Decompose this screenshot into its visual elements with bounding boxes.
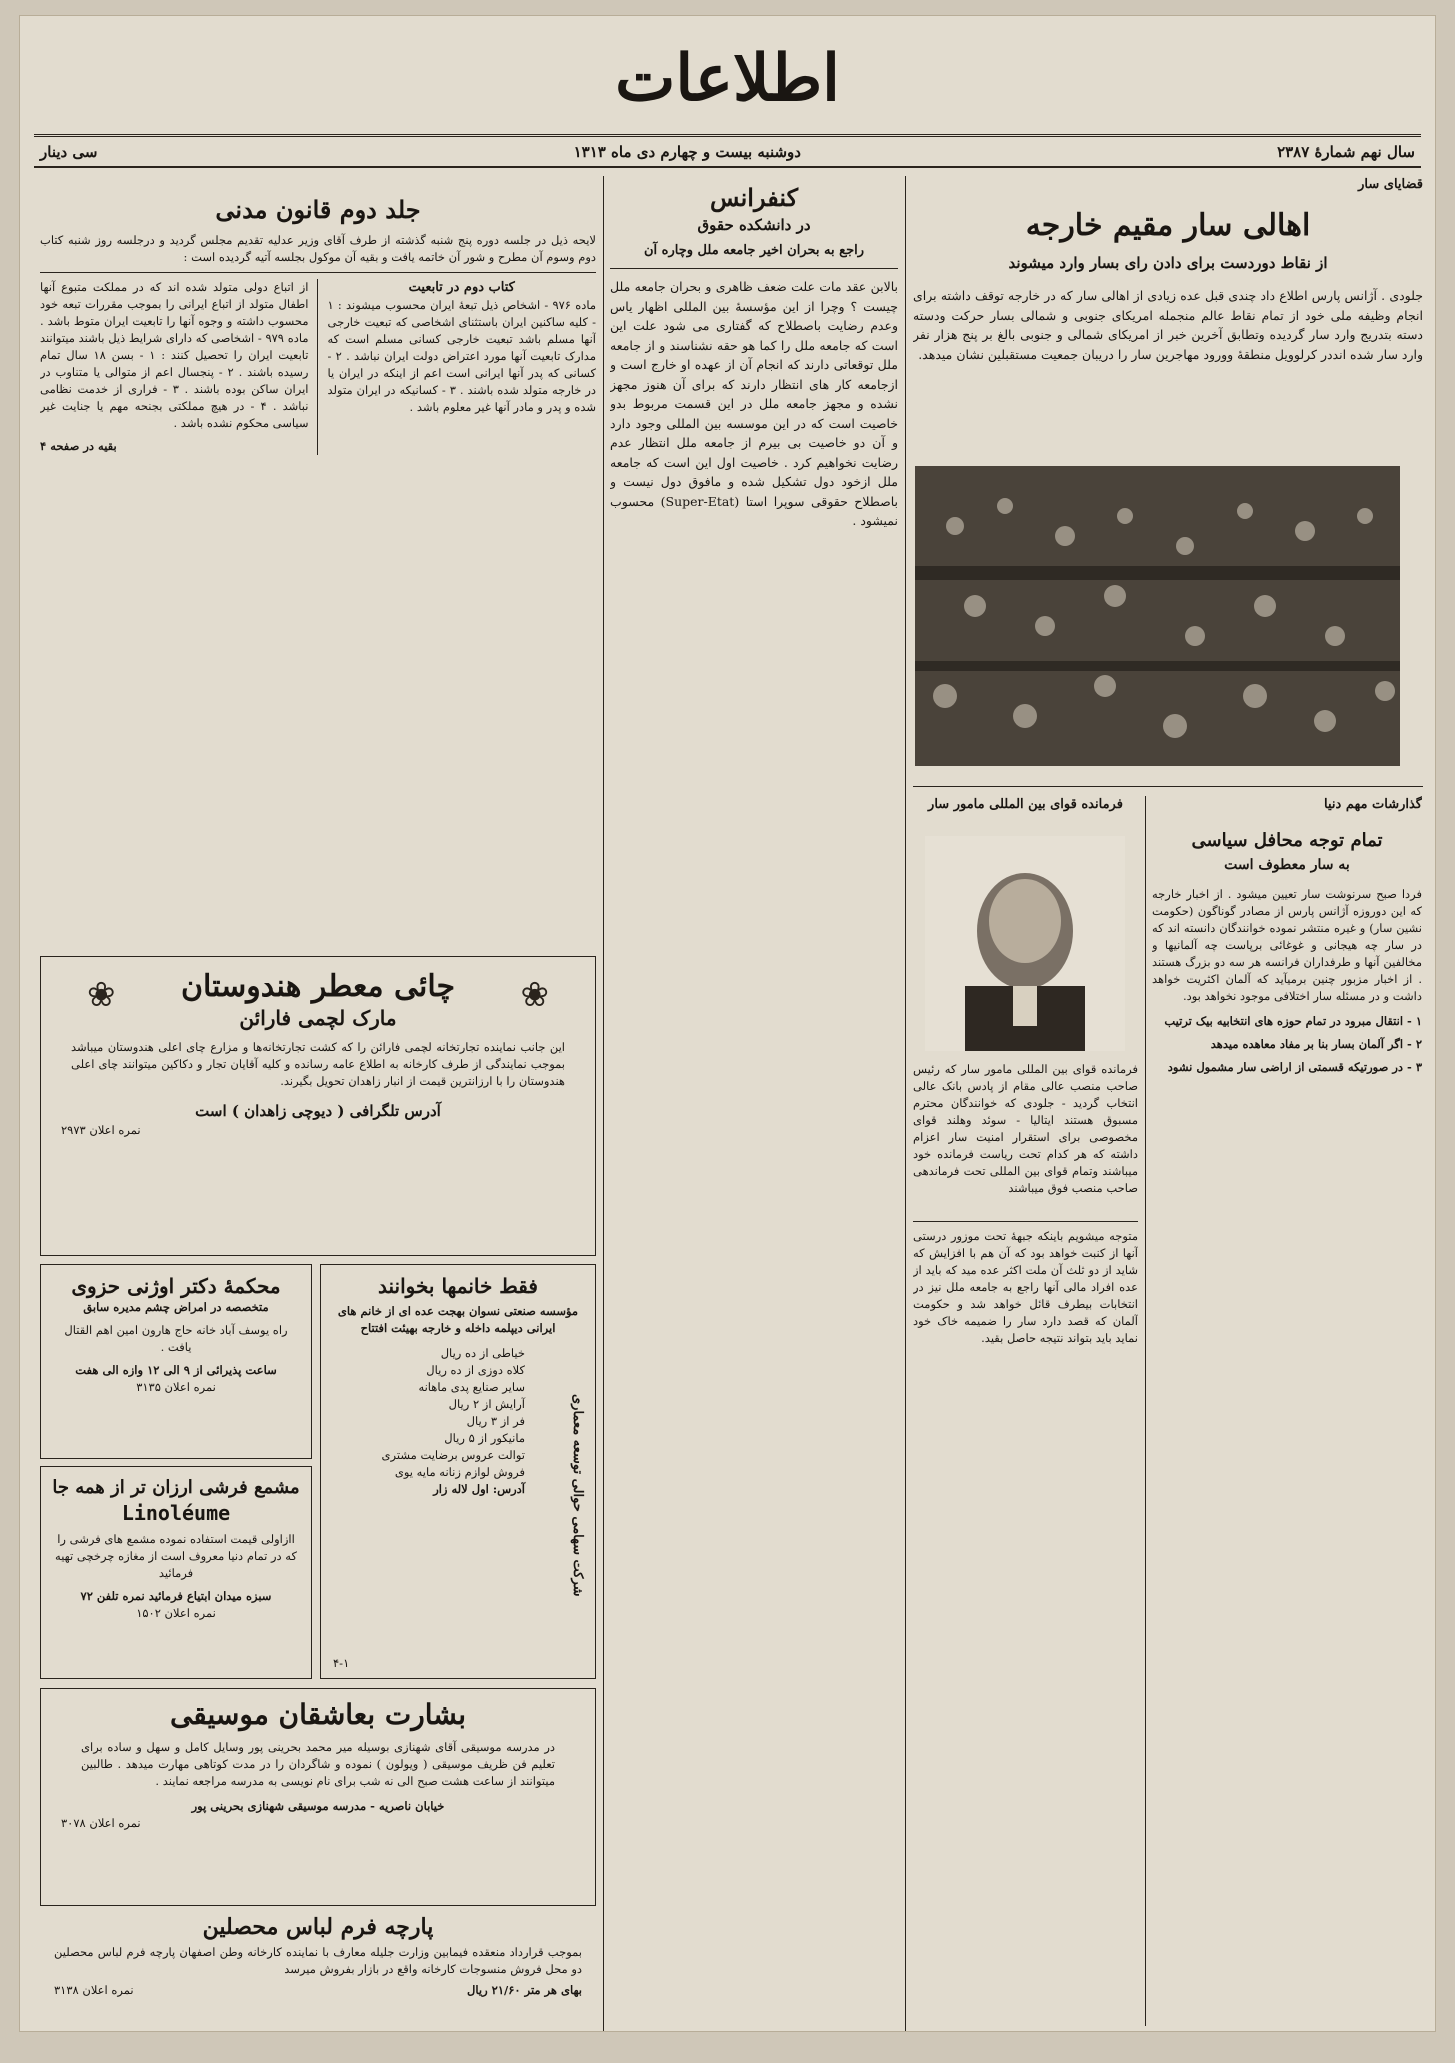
- saar-body: جلودی . آژانس پارس اطلاع داد چندی قبل عده زیادی از اهالی سار که در خارجه توقف داشته برای انجام وظیفه ملی خود از تمام نقاط عالم منجمله امریکای جنوبی و شمالی بسار حرکت ودسته دسته بتدریج وارد سار گردیده وتطابق آخرین خبر از امریکای شمالی و جنوبی بالغ بر پنج هزار نفر وارد سار شده انددر کرلوویل منطقهٔ وورود مهاجرین سار را دریبان جمعیت مستقبلین نشان میدهد.: [913, 288, 1423, 362]
- crowd-photo-icon: [915, 466, 1400, 766]
- column-rule: [905, 176, 906, 2031]
- linoleum-ad-headline: مشمع فرشی ارزان تر از همه جا: [52, 1477, 300, 1498]
- sewing-ad-item: خیاطی از ده ریال: [440, 1346, 525, 1360]
- uniform-ad-body: بموجب قرارداد منعقده فیمابین وزارت جلیله معارف با نماینده کارخانه وطن اصفهان پارچه فرم لباس محصلین دو محل فروش منسوجات کارخانه واقع در بازار بفروش میرسد: [54, 1945, 582, 1976]
- portrait-photo-icon: [925, 836, 1125, 1051]
- music-advertisement: [40, 1688, 596, 1906]
- sewing-ad-item: مانیکور از ۵ ریال: [444, 1431, 525, 1445]
- world-kicker: گذارشات مهم دنیا: [1324, 797, 1422, 812]
- sewing-ad-item: کلاه دوزی از ده ریال: [426, 1363, 525, 1377]
- clinic-ad-body: راه یوسف آباد خانه حاج هارون امین اهم القتال یافت .: [64, 1323, 288, 1354]
- world-article: [1152, 796, 1422, 2026]
- linoleum-ad-address: سبزه میدان ابتیاع فرمائید نمره تلفن ۷۲: [80, 1589, 272, 1603]
- linoleum-ad-number: نمره اعلان ۱۵۰۲: [136, 1606, 216, 1620]
- conference-headline: کنفرانس: [710, 183, 798, 212]
- uniform-ad-number: نمره اعلان ۳۱۳۸: [54, 1983, 134, 1997]
- linoleum-ad-body: اازاولی قیمت استفاده نموده مشمع های فرشی را که در تمام دنیا معروف است از مغازه چرخچی تهیه فرمائید: [55, 1532, 297, 1580]
- sewing-ad-item: فروش لوازم زنانه مایه یوی: [394, 1465, 525, 1479]
- world-point: ۲ - اگر آلمان بسار بنا بر مفاد معاهده میدهد: [1210, 1037, 1422, 1051]
- conference-article: [610, 176, 898, 2026]
- conference-body: بالابن عقد مات علت ضعف ظاهری و بحران جامعه ملل چیست ؟ وچرا از این مؤسسهٔ بین المللی اظهار یاس وعدم رضایت باصطلاح که گفتاری می شود علت این است که جامعه ملل را کما هو حقه نشناسند و از جامعه ملل توقعاتی دارند که انجام آن از عهده او خارج است و ازجامعه کار های انتظار دارند که برای آن هنوز مجهز نشده و مجهز جامعه ملل در این قسمت مربوط بدو خاصیت است که در این موسسه بین المللی وجود دارد و آن دو خاصیت بی بیرم از جامعه ملل انتظار عدم رضایت نخواهیم کرد . خاصیت اول این است که جامعه ملل ازخود دول تشکیل شده و مافوق دول نیست و باصطلاح حقوقی سوپرا استا (Super-Etat) محسوب نمیشود .: [610, 279, 898, 528]
- sewing-ad-side-text: شرکت سهامی حوالی توسعه معماری: [570, 1393, 585, 1597]
- music-ad-body: در مدرسه موسیقی آقای شهنازی بوسیله میر محمد بحرینی پور وسایل کامل و سهل و ساده برای تعلیم فن ظریف موسیقی ( ویولون ) نموده و شاگردان را در مدت کوتاهی مهارت میدهد . طالبین میتوانند از ساعت هشت صبح الی نه شب برای نام نویسی به مدرسه مراجعه نمایند .: [81, 1740, 555, 1788]
- uniform-ad-price: بهای هر متر ۲۱/۶۰ ریال: [467, 1983, 582, 1997]
- clinic-ad-number: نمره اعلان ۳۱۳۵: [136, 1380, 216, 1394]
- music-ad-number: نمره اعلان ۳۰۷۸: [61, 1816, 141, 1830]
- masthead-title: اطلاعات: [615, 41, 840, 116]
- conference-subhead: در دانشکده حقوق: [697, 216, 811, 234]
- linoleum-ad-brand: Linoléume: [121, 1501, 231, 1525]
- clinic-ad-headline: محکمهٔ دکتر اوژنی حزوی: [71, 1274, 281, 1298]
- tea-ad-headline: چائی معطر هندوستان: [180, 969, 456, 1004]
- saar-kicker: قضایای سار: [1358, 177, 1423, 192]
- conference-kicker: راجع به بحران اخیر جامعه ملل وچاره آن: [643, 243, 865, 258]
- sewing-ad-item: آدرس: اول لاله زار: [433, 1482, 525, 1496]
- flower-ornament-icon: ❀: [87, 975, 116, 1015]
- sewing-ad-number: ۴-۱: [333, 1656, 350, 1670]
- tea-ad-body: این جانب نماینده تجارتخانه لچمی فارائن را که کشت تجارتخانه‌ها و مزارع چای اعلی هندوستان میباشد بموجب نمایندگی از طرف کارخانه به اطلاع عامه رسانده و کلیه آقایان تجار و دکاکین میتوانند چای اعلی هندوستان را با ارزانترین قیمت از انبار زاهدان تحویل بگیرند.: [71, 1040, 565, 1088]
- issue-price: سی دینار: [40, 142, 98, 161]
- tea-ad-subhead: مارک لچمی فارائن: [239, 1006, 397, 1030]
- sewing-ad-item: فر از ۳ ریال: [466, 1414, 525, 1428]
- issue-number: سال نهم شمارهٔ ۲۳۸۷: [1277, 142, 1415, 161]
- issue-date: دوشنبه بیست و چهارم دی ماه ۱۳۱۳: [573, 142, 801, 161]
- civil-code-footer: بقیه در صفحه ۴: [40, 439, 117, 453]
- sewing-ad-subhead: مؤسسه صنعتی نسوان بهجت عده ای از خانم های ایرانی دیپلمه داخله و خارجه بهیئت افتتاح: [337, 1304, 579, 1335]
- tea-advertisement: [40, 956, 596, 1256]
- tea-ad-address: آدرس تلگرافی ( دیوچی زاهدان ) است: [195, 1102, 441, 1120]
- music-ad-headline: بشارت بعاشقان موسیقی: [169, 1698, 467, 1731]
- commander-caption: فرمانده قوای بین المللی مامور سار که رئیس صاحب منصب عالی مقام از پادس بانک عالی انتخاب گردید - جلودی که خوانندگان محترم مسبوق هستند ایتالیا - سوئد وهلند قوای مخصوصی برای استقرار امنیت سار اعزام داشته که هر کدام تحت ریاست فرمانده خود میباشند وتمام قوای بین المللی تحت فرماندهی صاحب منصب فوق میباشند: [913, 1062, 1138, 1195]
- saar-headline: اهالی سار مقیم خارجه: [1025, 208, 1311, 243]
- world-point: ۱ - انتقال مبرود در تمام حوزه های انتخابیه بیک ترتیب: [1164, 1014, 1422, 1028]
- world-point: ۳ - در صورتیکه قسمتی از اراضی سار مشمول نشود: [1167, 1060, 1422, 1074]
- music-ad-address: خیابان ناصریه - مدرسه موسیقی شهنازی بحرینی پور: [191, 1799, 445, 1813]
- clinic-advertisement: [40, 1264, 312, 1459]
- civil-code-intro: لایحه ذیل در جلسه دوره پنج شنبه گذشته از طرف آقای وزیر عدلیه تقدیم مجلس گردید و درجلسه روز شنبه کتاب دوم وسوم آن مطرح و شور آن خاتمه یافت و بقیه آن موکول بجلسه آتیه گردیده است :: [40, 233, 596, 264]
- commander-headline: فرمانده قوای بین المللی مامور سار: [928, 797, 1123, 812]
- dateline: [34, 134, 1421, 168]
- column-rule: [603, 176, 604, 2031]
- sewing-ad-item: سایر صنایع پدی ماهانه: [418, 1380, 525, 1394]
- sewing-ad-headline: فقط خانمها بخوانند: [378, 1274, 538, 1298]
- civil-code-headline: جلد دوم قانون مدنی: [215, 195, 421, 224]
- clinic-ad-subhead: متخصصه در امراض چشم مدیره سابق: [83, 1300, 269, 1314]
- sewing-ad-item: آرایش از ۲ ریال: [448, 1397, 525, 1411]
- newspaper-page: [20, 16, 1435, 2031]
- civil-code-right-text: ماده ۹۷۶ - اشخاص ذیل تبعهٔ ایران محسوب میشوند : ۱ - کلیه ساکنین ایران باستثنای اشخاصی که تبعیت خارجی آنها مسلم باشد تبعیت خارجی کسانی مسلم است که مدارک تابعیت آنها مورد اعتراض دولت ایران نباشد . ۲ - کسانی که پدر آنها ایرانی است اعم از اینکه در ایران یا در خارجه متولد شده باشند . ۳ - کسانیکه در ایران متولد شده و پدر و مادر آنها غیر معلوم باشد .: [327, 298, 596, 414]
- uniform-ad-headline: پارچه فرم لباس محصلین: [202, 1914, 434, 1940]
- civil-code-book-title: کتاب دوم در تابعیت: [408, 280, 515, 295]
- flower-ornament-icon: ❀: [520, 975, 549, 1015]
- saar-subhead: از نقاط دوردست برای دادن رای بسار وارد میشوند: [1008, 254, 1328, 272]
- civil-code-left-text: از اتباع دولی متولد شده اند که در مملکت متبوع آنها اطفال متولد از اتباع ایرانی را بموجب مقررات تبعه خود محسوب داشته و وجوه آنها را تابعیت ایران متوط باشد . ماده ۹۷۹ - اشخاصی که دارای شرایط ذیل باشند میتوانند تابعیت ایران را تحصیل کنند : ۱ - بسن ۱۸ سال تمام رسیده باشند . ۲ - پنجسال اعم از متوالی یا متناوب در ایران ساکن بوده باشند . ۳ - فراری از خدمت نظامی نباشد . ۴ - در هیچ مملکتی بجنحه مهم یا جنایت غیر سیاسی محکوم نشده باشد .: [40, 280, 309, 430]
- masthead: [20, 34, 1435, 124]
- civil-code-article: [40, 176, 596, 956]
- tea-ad-number: نمره اعلان ۲۹۷۳: [61, 1123, 141, 1137]
- sewing-advertisement: [320, 1264, 596, 1679]
- commander-body: متوجه میشویم باینکه جبههٔ تحت موزور درستی آنها از کنبت خواهد بود که آن هم با افزایش که شاید از دو ثلث آن ملت اکثر عده مید که باید از عده افراد مالی آنها راجع به جامعه ملل نیز در انتخابات بیطرف قائل خواهد شد و حکومت آلمان که قصد دارد سار را ضمیمه خاک خود نماید باید بتواند نتیجه حاصل بقید.: [913, 1229, 1138, 1345]
- uniform-advertisement: [40, 1914, 596, 2024]
- clinic-ad-hours: ساعت پذیرائی از ۹ الی ۱۲ وازه الی هفت: [75, 1363, 277, 1377]
- linoleum-advertisement: [40, 1466, 312, 1679]
- world-headline: تمام توجه محافل سیاسی: [1191, 830, 1383, 851]
- world-body: فردا صبح سرنوشت سار تعیین میشود . از اخبار خارجه که این دوروزه آژانس پارس از مصادر گوناگون (حکومت نشین سار) و غیره منتشر نموده خوانندگان دانسته اند که در سار چه هیجانی و غوغائی برپاست چه آلمانیها و مخالفین آنها و طرفداران فرانسه هر سه دو بزرگ هستند . از اخبار مزبور چنین برمیآید که آلمان اکثریت خواهد داشت و در مسئله سار اختلافی موجود نخواهد بود.: [1152, 887, 1422, 1003]
- sewing-ad-item: توالت عروس برضایت مشتری: [381, 1448, 525, 1462]
- world-subhead: به سار معطوف است: [1224, 857, 1350, 873]
